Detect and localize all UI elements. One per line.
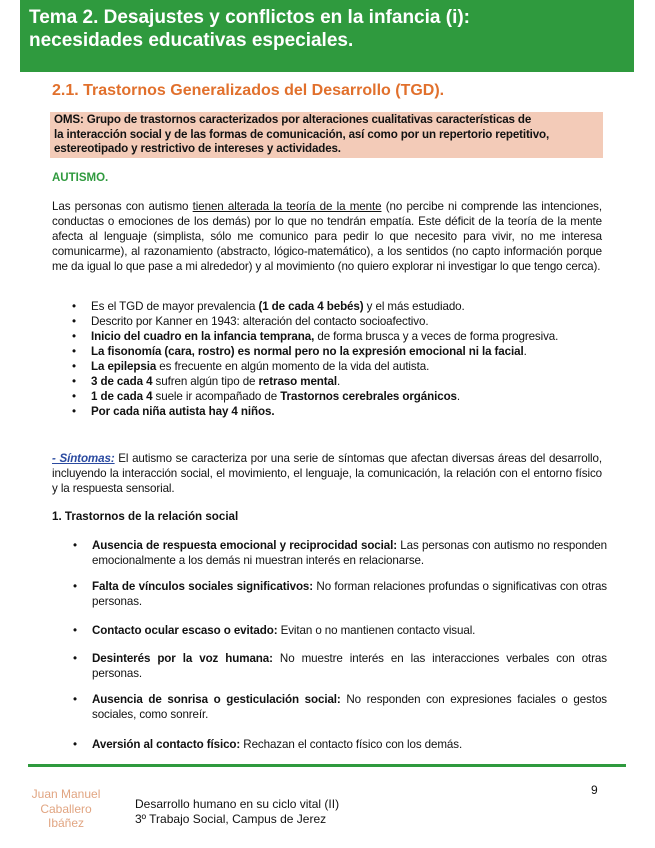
fact-text: es frecuente en algún momento de la vida del autista. (156, 360, 430, 373)
intro-text-pre: Las personas con autismo (52, 200, 193, 213)
author-line: Juan Manuel (31, 787, 101, 801)
oms-line-3: estereotipado y restrictivo de intereses y actividades. (54, 142, 341, 155)
footer-author (24, 787, 108, 831)
fact-text: . (523, 345, 527, 358)
item-text: No responden con expresiones faciales o gestos sociales, como sonreír. (92, 693, 607, 721)
page-number: 9 (591, 783, 598, 797)
relacion-social-list (52, 623, 607, 638)
fact-text: sufren algún tipo de (152, 375, 259, 388)
author-line: Caballero (40, 801, 92, 816)
list-item (52, 404, 607, 419)
list-item (52, 344, 607, 359)
page-title-banner (20, 0, 634, 72)
fact-text: Descrito por Kanner en 1943: alteración del contacto socioafectivo. (91, 315, 429, 328)
fact-bold: La fisonomía (cara, rostro) es normal pero no la expresión emocional ni la facial (91, 345, 524, 358)
list-item (52, 329, 607, 344)
relacion-social-heading: 1. Trastornos de la relación social (52, 510, 239, 523)
fact-bold: (1 de cada 4 bebés) (258, 300, 364, 313)
section-title: 2.1. Trastornos Generalizados del Desarrollo (TGD). (52, 82, 445, 99)
fact-text: de forma brusca y a veces de forma progresiva. (314, 330, 559, 343)
fact-bold: 3 de cada 4 (91, 375, 153, 388)
list-item (52, 374, 607, 389)
fact-text: . (337, 375, 341, 388)
autismo-facts-list (52, 299, 607, 419)
fact-bold: La epilepsia (91, 360, 157, 373)
item-bold: Ausencia de respuesta emocional y reciprocidad social: (92, 539, 397, 552)
item-bold: Falta de vínculos sociales significativos: (92, 580, 314, 593)
autismo-intro-paragraph (52, 199, 602, 274)
relacion-social-list (52, 737, 607, 752)
autismo-heading: AUTISMO. (52, 172, 109, 184)
sintomas-paragraph (52, 451, 602, 496)
sintomas-label: - Síntomas: (52, 452, 115, 465)
oms-definition-box (50, 112, 603, 158)
list-item (52, 299, 607, 314)
item-text: No muestre interés en las interacciones verbales con otras personas. (92, 652, 607, 680)
list-item (52, 538, 607, 568)
item-bold: Ausencia de sonrisa o gesticulación social: (92, 693, 341, 706)
title-line-1: Tema 2. Desajustes y conflictos en la infancia (i): (29, 7, 471, 28)
author-line: Ibáñez (47, 816, 85, 830)
relacion-social-list (52, 692, 607, 722)
list-item (52, 579, 607, 609)
item-text: No forman relaciones profundas o significativas con otras personas. (92, 580, 607, 608)
intro-text-post: (no percibe ni comprende las intenciones, conductas o emociones de los demás) por lo que no tendrán empatía. Este déficit de la teoría de la mente afecta al lenguaje (simplista, sólo me comunico para pedir lo que necesito para vivir, no me interesa comunicarme), al razonamiento (abstracto, lógico-matemático), a los sentidos (no capto información porque me da igual lo que pase a mi alrededor) y al movimiento (no quiero explorar ni investigar lo que tengo cerca). (52, 200, 602, 273)
fact-bold: Inicio del cuadro en la infancia temprana, (91, 330, 315, 343)
fact-bold: retraso mental (258, 375, 338, 388)
item-text: Las personas con autismo no responden emocionalmente a los demás ni muestran interés en relacionarse. (92, 539, 607, 567)
fact-text: Es el TGD de mayor prevalencia (91, 300, 259, 313)
fact-text: suele ir acompañado de (152, 390, 281, 403)
fact-bold: 1 de cada 4 (91, 390, 153, 403)
course-line: Desarrollo humano en su ciclo vital (II) (135, 797, 340, 811)
item-bold: Desinterés por la voz humana: (92, 652, 273, 665)
fact-text: . (456, 390, 461, 403)
list-item (52, 651, 607, 681)
list-item (52, 359, 607, 374)
list-item (52, 389, 607, 404)
item-bold: Aversión al contacto físico: (92, 738, 241, 751)
oms-line-1: OMS: Grupo de trastornos caracterizados por alteraciones cualitativas características de (54, 113, 532, 126)
list-item (52, 692, 607, 722)
sintomas-text: El autismo se caracteriza por una serie de síntomas que afectan diversas áreas del desarrollo, incluyendo la interacción social, el movimiento, el lenguaje, la comunicación, la relación con el entorno físico y la respuesta sensorial. (52, 452, 602, 495)
title-line-2: necesidades educativas especiales. (29, 30, 354, 51)
course-line: 3º Trabajo Social, Campus de Jerez (135, 812, 327, 826)
item-text: Evitan o no mantienen contacto visual. (277, 624, 476, 637)
list-item (52, 623, 607, 638)
list-item (52, 737, 607, 752)
fact-bold: Trastornos cerebrales orgánicos (280, 390, 457, 403)
footer-divider (28, 764, 626, 767)
relacion-social-list (52, 538, 607, 568)
item-bold: Contacto ocular escaso o evitado: (92, 624, 278, 637)
fact-bold: Por cada niña autista hay 4 niños. (91, 405, 275, 418)
oms-line-2: la interacción social y de las formas de comunicación, así como por un repertorio repetitivo, (54, 127, 550, 141)
list-item (52, 314, 607, 329)
fact-text: y el más estudiado. (363, 300, 465, 313)
relacion-social-list (52, 651, 607, 681)
footer-course (135, 797, 339, 827)
item-text: Rechazan el contacto físico con los demás. (240, 738, 463, 751)
intro-text-underlined: tienen alterada la teoría de la mente (192, 200, 382, 213)
relacion-social-list (52, 579, 607, 609)
